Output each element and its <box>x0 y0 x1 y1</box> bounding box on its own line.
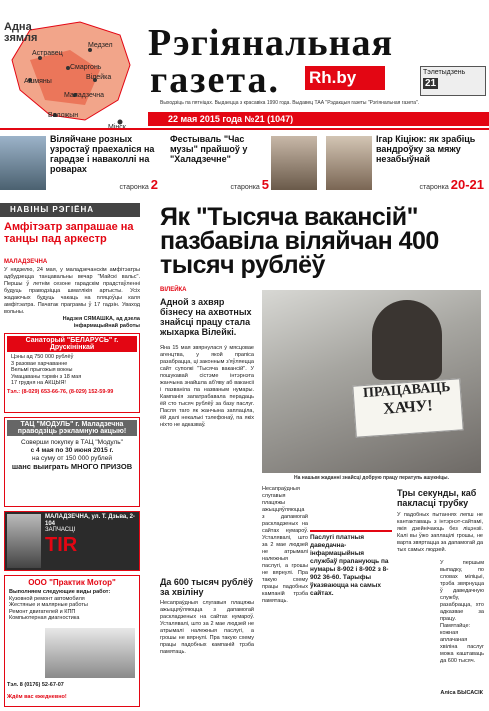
ad-car-image <box>45 628 135 678</box>
news-signature: Надзея СЯМАШКА, ад дзела інфармацыйнай работы <box>62 316 140 329</box>
ad-phone: Тэл.: (8-029) 653-66-76, (8-029) 152-59-99 <box>7 388 114 395</box>
ad-praktik-motor[interactable] <box>4 575 140 707</box>
section-label: НАВІНЫ РЭГІЁНА <box>0 203 140 217</box>
ad-line: Цэны ад 750 000 рублёў <box>11 354 74 360</box>
ad-phone: Тэл. 8 (0176) 52-67-07 <box>7 682 64 688</box>
ad-sanatorium[interactable] <box>4 333 140 413</box>
ad-title: ООО "Практик Мотор" <box>28 578 116 587</box>
ad-title: Санаторый "БЕЛАРУСЬ" г. Друскінінкай <box>7 336 137 352</box>
city-label: Смаргонь <box>70 64 102 71</box>
ad-footer: Ждём вас ежедневно! <box>7 694 67 700</box>
ad-line: Жестяные и малярные работы <box>9 602 88 608</box>
ad-line: Выполняем следующие виды работ: <box>9 589 111 595</box>
news-body: У нядзелю, 24 мая, у маладзечанскім амфітэатры адбудзецца танцавальны вечар "Майскі вальс". Першы ў летнім сезоне гарадскім прадстаўленні будуць праводзіцца шматлікія артысты. Усіх жадаючых будуць чакаць на пляцоўцы каля амфітэатра. Пачатак праграмы ў 17 гадзін. Уваход вольны. <box>4 267 140 315</box>
article-column: Несапраўдныя слугавыя плацяжы ажыццяўляюцца з дапамогай раскладзеных на сайтах нумароў. Усталявалі, што за 2 мае людзей не атрымалі належныя паслугі, а грошы не вярнулі. Пра такую схему працы падобных кампаній трэба памятаць. <box>160 600 254 655</box>
newspaper-subtitle: газета. <box>150 59 281 101</box>
ad-title: МАЛАДЗЕЧНА, ул. Т. Дзьва, 2-104 <box>45 514 135 527</box>
teaser-item[interactable] <box>0 134 160 192</box>
teaser-strip <box>0 128 489 193</box>
ad-line: шанс выиграть МНОГО ПРИЗОВ <box>11 462 133 471</box>
partner-box <box>420 66 486 96</box>
article-subhead: Тры секунды, каб пакласці трубку <box>397 488 477 508</box>
teaser-page: старонка 20-21 <box>419 177 484 192</box>
publisher-info: Выходзіць па пятніцах. Выдаецца з красавіка 1990 года. Выдавец ТАА "Рэдакцыя газеты "Рэгіянальная газета". <box>160 100 420 106</box>
ad-line: на суму от 150 000 рублей <box>32 455 112 462</box>
main-lead: Адной з ахвяр бізнесу на ахвотных знайсці працу стала жыхарка Вілейкі. <box>160 297 252 337</box>
ad-modul[interactable] <box>4 417 140 507</box>
city-label: Маладзечна <box>64 92 105 99</box>
teaser-photo <box>271 136 317 190</box>
city-label: Медзел <box>88 42 113 49</box>
issue-date: 22 мая 2015 года №21 (1047) <box>148 112 489 126</box>
ad-truck-image <box>7 514 41 568</box>
main-kicker: ВІЛЕЙКА <box>160 287 187 293</box>
sign-text: ХАЧУ! <box>382 397 434 418</box>
ad-line: Умацаваны тэрмін з 18 мая <box>11 373 82 380</box>
photo-caption: На нашым жаданні знайсці добрую працу ператупь ашукніцы. <box>294 475 449 481</box>
region-label: Адна зямля <box>4 21 38 44</box>
ad-line: Соверши покупку в ТАЦ "Модуль" <box>21 439 123 446</box>
partner-number: 21 <box>425 78 437 89</box>
ad-line: Вельмі прыгожыя вокны <box>11 367 73 373</box>
teaser-item[interactable] <box>326 134 486 192</box>
protest-sign <box>352 378 463 437</box>
city-label: Мінск <box>108 124 126 131</box>
ad-brand: TIR <box>45 533 78 556</box>
newspaper-title: Рэгіянальная <box>148 22 394 64</box>
city-label: Ашмяны <box>24 78 52 85</box>
teaser-page: старонка 2 <box>119 177 158 192</box>
article-subhead: Да 600 тысяч рублёў за хвіліну <box>160 577 253 597</box>
main-photo <box>262 290 481 473</box>
ad-line: Ремонт двигателей и КПП <box>9 608 76 615</box>
ad-line: с 4 мая по 30 июня 2015 г. <box>30 447 114 454</box>
city-label: Вілейка <box>86 74 112 81</box>
left-column <box>0 203 145 711</box>
ad-line: 3 разовае харчаванне <box>11 360 68 367</box>
city-label: Астравец <box>32 50 63 57</box>
city-label: Валожын <box>48 112 79 119</box>
article-column: Яна 15 мая звярнулася ў мясцовае агенцтва, у якой прапіса разабрацца, ці законным з'яўляецца сайт суполкі "Тысяча вакансій". У пошукавай сістэме інтэрнэта жанчына знайшла аб'яву аб вакансіі і пазваніла па названым нумары. Кампанія запатрабавала перадаць ёй сто тысяч рублёў за базу паслуг. Пасля таго як жанчына заплаціла, ёй далі некалькі тэлефонаў, па якіх ніхто не адказваў. <box>160 345 254 428</box>
article-column: У першым выпадку, по словах міліцыі, трэба звярнуцца ў даведачную службу, разабрацца, хто адказвае за працу. Памятайце: кожная аплачаная хвіліна паслуг можа каштаваць да 600 тысяч. <box>440 560 484 664</box>
person-silhouette <box>372 300 442 380</box>
partner-name: Тэлетыдзень <box>423 69 466 76</box>
article-column: Несапраўдныя слугавыя плацяжы ажыццяўляюцца з дапамогай раскладзеных на сайтах нумароў. Усталявалі, што за 2 мае людзей не атрымалі належныя паслугі, а грошы не вярнулі. Пра такую схему працы падобных кампаній трэба памятаць. <box>262 486 308 604</box>
ad-line: 17 грудня на АКЦЫЯ! <box>11 380 66 386</box>
ad-line: Кузовной ремонт автомобиля <box>9 595 85 602</box>
article-column: У падобных пытаннях лепш не кантактаваць з інтэрнэт-сайтамі, якія дзейнічаюць без ліцэнзіі. Калі вы ўжо заплацілі грошы, не варта звяртацца за дапамогай да тых самых людзей. <box>397 512 483 553</box>
sign-text: ПРАЦАВАЦЬ <box>362 380 451 402</box>
news-kicker: МАЛАДЗЕЧНА <box>4 259 48 265</box>
ad-line: Компьютерная диагностика <box>9 615 80 621</box>
teaser-page: старонка 5 <box>230 177 269 192</box>
teaser-title: Ігар Кіціюк: як зрабіць вандроўку за мяжу незабыўнай <box>376 134 476 164</box>
teaser-photo <box>326 136 372 190</box>
site-badge[interactable]: Rh.by <box>305 66 385 90</box>
main-headline[interactable]: Як "Тысяча вакансій" пазбавіла віляйчан 400 тысяч рублёў <box>160 203 439 279</box>
teaser-title: Віляйчане розных узростаў праехаліся на гарадзе і наваколлі на роварах <box>50 134 155 174</box>
article-author: Аліса БЫСАСІК <box>440 690 483 696</box>
news-title[interactable]: Амфітэатр запрашае на танцы пад аркестр <box>4 221 134 245</box>
teaser-photo <box>0 136 46 190</box>
ad-label: ЗАПЧАСЦІ <box>45 527 76 533</box>
teaser-title: Фестываль "Час музы" прайшоў у "Халадзечне" <box>170 134 248 164</box>
pull-quote: Паслугі платныя даведачна-інфармацыйныя службаў прапануюць па нумары 8-902 і 8-902 з 8-902 36-60. Тарыфы ўказваюцца на самых сайтах. <box>310 530 392 598</box>
teaser-item[interactable] <box>166 134 321 192</box>
ad-title: ТАЦ "МОДУЛЬ" г. Маладзечна праводзіць рэкламную акцыю! <box>7 420 137 436</box>
ad-tir[interactable] <box>4 511 140 571</box>
